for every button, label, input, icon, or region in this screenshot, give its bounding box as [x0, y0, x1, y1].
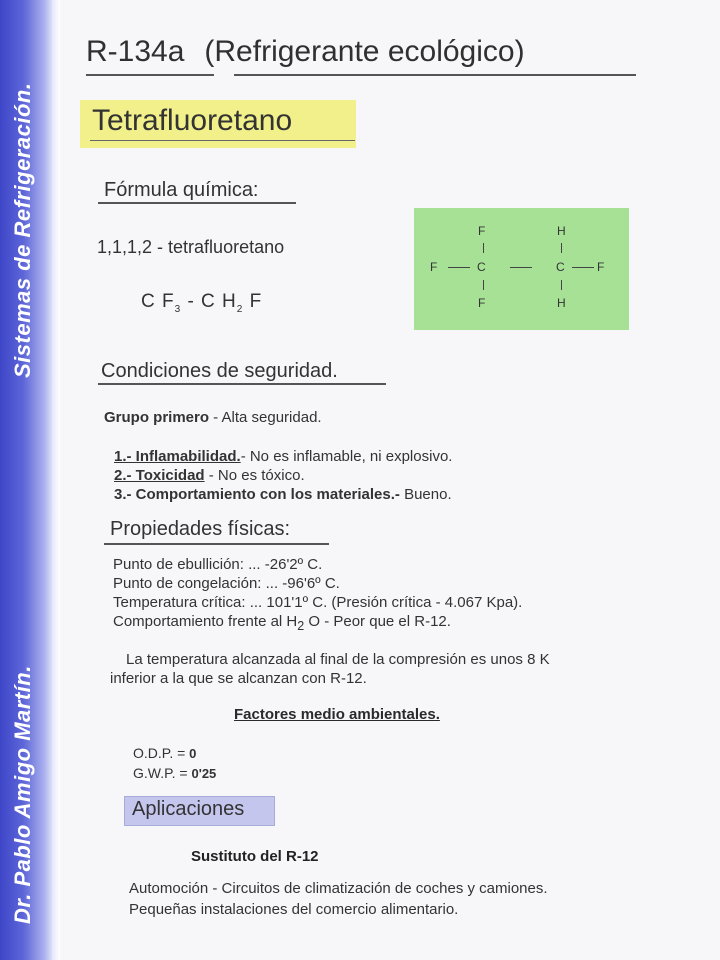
application-line: Automoción - Circuitos de climatización de coches y camiones. [129, 880, 548, 897]
atom-bottom-right: H [557, 296, 566, 310]
gwp-value: 0'25 [191, 766, 217, 781]
gwp-label: G.W.P. = [133, 765, 188, 781]
safety-item [114, 467, 305, 484]
formula-sub-3: 3 [174, 303, 182, 315]
formula-heading: Fórmula química: [104, 179, 259, 201]
safety-group-text: - Alta seguridad. [209, 409, 322, 426]
property-line: Punto de ebullición: ... -26'2º C. [113, 556, 323, 573]
safety-item-label: 1.- Inflamabilidad. [114, 448, 241, 465]
bond-bottom-right [561, 280, 562, 290]
property-line: Punto de congelación: ... -96'6º C. [113, 575, 340, 592]
bond-right [572, 267, 594, 268]
application-line: Pequeñas instalaciones del comercio alimentario. [129, 901, 459, 918]
formula-sub-2: 2 [236, 303, 244, 315]
refrigerant-description: (Refrigerante ecológico) [204, 35, 525, 68]
atom-carbon-1: C [477, 260, 486, 274]
properties-heading [110, 518, 290, 541]
formula-name: 1,1,1,2 - tetrafluoretano [97, 237, 285, 257]
condensed-formula [141, 291, 262, 315]
bond-bottom-left [483, 280, 484, 290]
properties-heading-text: Propiedades físicas [110, 518, 285, 540]
safety-item-label: 3.- Comportamiento con los materiales.- [114, 486, 400, 503]
safety-group [104, 409, 322, 426]
safety-item-label: 2.- Toxicidad [114, 467, 205, 484]
safety-item-text: - No es tóxico. [204, 467, 305, 484]
safety-heading-underline [98, 383, 386, 385]
atom-top-right: H [557, 224, 566, 238]
applications-heading: Aplicaciones [132, 798, 245, 820]
environment-heading: Factores medio ambientales. [234, 706, 440, 723]
refrigerant-code: R-134a [86, 35, 185, 68]
atom-top-left: F [478, 224, 486, 238]
sidebar-course-title: Sistemas de Refrigeración. [10, 82, 35, 378]
bond-top-right [561, 243, 562, 253]
safety-heading-suffix: . [332, 360, 338, 382]
page-title [86, 35, 525, 69]
property-water-behavior [113, 613, 451, 633]
atom-carbon-2: C [556, 260, 565, 274]
structural-formula [414, 208, 629, 330]
water-behavior-result: O - Peor que el R-12. [304, 613, 451, 630]
atom-bottom-left: F [478, 296, 486, 310]
bond-top-left [483, 243, 484, 253]
properties-heading-suffix: : [284, 518, 291, 540]
page-subtitle: Tetrafluoretano [92, 104, 293, 137]
safety-item-text: - No es inflamable, ni explosivo. [240, 448, 453, 465]
bond-carbon-carbon [510, 267, 532, 268]
gwp-row [133, 765, 216, 781]
atom-right: F [597, 260, 605, 274]
sidebar-fade [52, 0, 60, 960]
formula-part-cf: C F [141, 291, 175, 312]
safety-group-label: Grupo primero [104, 409, 210, 426]
water-subscript: 2 [297, 619, 305, 633]
substitute-note: Sustituto del R-12 [191, 848, 319, 865]
formula-part-f: F [243, 291, 263, 312]
safety-item [114, 448, 452, 465]
sidebar-author: Dr. Pablo Amigo Martín. [10, 665, 35, 924]
formula-part-ch: - C H [181, 291, 237, 312]
odp-value: 0 [189, 746, 197, 761]
safety-heading [101, 360, 338, 383]
water-behavior-text: Comportamiento frente al H [113, 613, 298, 630]
properties-heading-underline [104, 543, 329, 545]
atom-left: F [430, 260, 438, 274]
compression-note-line2: inferior a la que se alcanzan con R-12. [110, 670, 367, 687]
formula-heading-underline [98, 202, 296, 204]
bond-left [448, 267, 470, 268]
title-underline-code [86, 74, 214, 76]
property-line: Temperatura crítica: ... 101'1º C. (Presión crítica - 4.067 Kpa). [113, 594, 523, 611]
title-underline-description [234, 74, 636, 76]
safety-item [114, 486, 452, 503]
subtitle-underline [90, 140, 355, 141]
odp-label: O.D.P. = [133, 745, 186, 761]
safety-item-text: Bueno. [399, 486, 452, 503]
odp-row [133, 745, 196, 761]
safety-heading-text: Condiciones de seguridad [101, 360, 333, 382]
compression-note-line1: La temperatura alcanzada al final de la compresión es unos 8 K [126, 651, 550, 668]
